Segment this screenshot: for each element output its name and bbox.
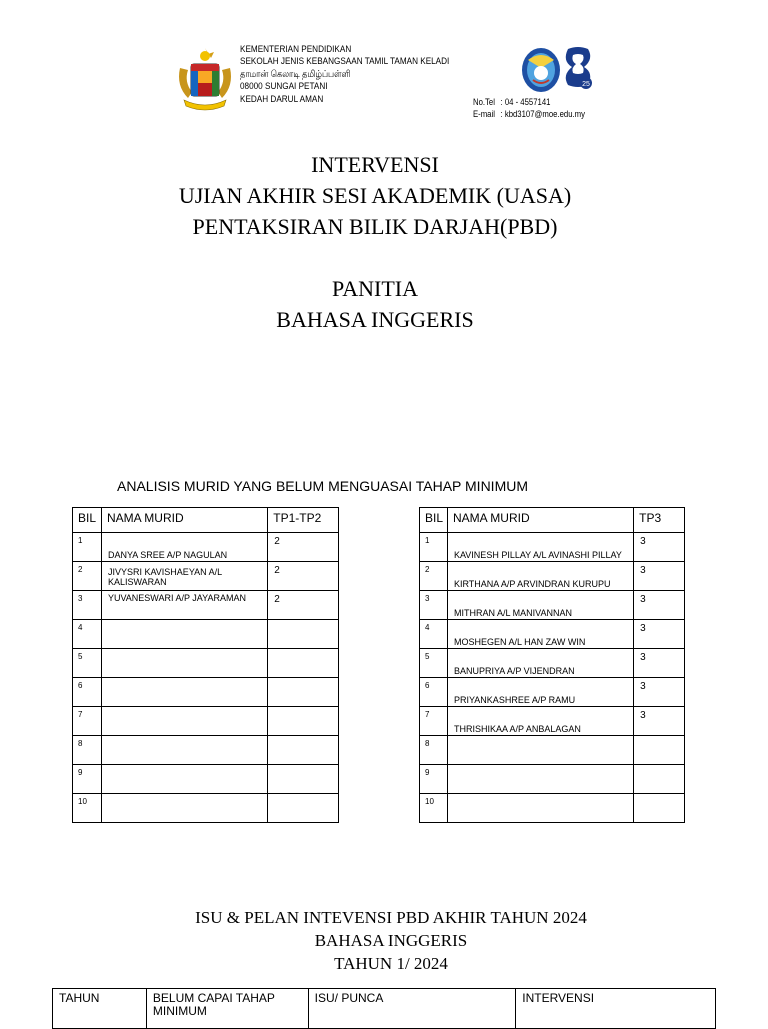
- postcode-city: 08000 SUNGAI PETANI: [240, 81, 328, 93]
- student-name: KAVINESH PILLAY A/L AVINASHI PILLAY: [447, 533, 633, 562]
- state-name: KEDAH DARUL AMAN: [240, 93, 324, 105]
- email-value: : kbd3107@moe.edu.my: [500, 109, 585, 119]
- header-intervensi: INTERVENSI: [516, 989, 716, 1029]
- row-number: 7: [73, 707, 102, 736]
- plan-year: TAHUN 1/ 2024: [334, 954, 448, 973]
- table-row: [73, 620, 339, 649]
- student-name: PRIYANKASHREE A/P RAMU: [447, 678, 633, 707]
- row-number: 2: [73, 562, 102, 591]
- student-name: JIVYSRI KAVISHAEYAN A/L KALISWARAN: [101, 562, 267, 591]
- contact-info: [473, 96, 585, 120]
- student-name: BANUPRIYA A/P VIJENDRAN: [447, 649, 633, 678]
- tp-level: 3: [634, 591, 685, 620]
- student-name: [101, 620, 267, 649]
- tp-level: [268, 765, 339, 794]
- tp-level: [268, 620, 339, 649]
- table-row: [420, 794, 685, 823]
- header-belum-capai: BELUM CAPAI TAHAP MINIMUM: [146, 989, 308, 1029]
- tp-level: [268, 736, 339, 765]
- student-name: [447, 736, 633, 765]
- tp-level: [268, 707, 339, 736]
- table-row: [420, 736, 685, 765]
- title-subject: BAHASA INGGERIS: [276, 307, 474, 332]
- table-header-row: [73, 508, 339, 533]
- ministry-name: KEMENTERIAN PENDIDIKAN: [240, 44, 352, 55]
- student-name: [447, 765, 633, 794]
- table-row: [73, 794, 339, 823]
- row-number: 9: [73, 765, 102, 794]
- table-row: [420, 533, 685, 562]
- table-row: [420, 765, 685, 794]
- table-row: [73, 533, 339, 562]
- email-label: E-mail: [473, 109, 495, 119]
- logo-badge-text: 25: [582, 81, 590, 88]
- tp-level: 3: [634, 678, 685, 707]
- school-name-tamil: தாமான் கெலாடி தமிழ்ப்பள்ளி: [240, 68, 351, 80]
- analysis-heading: ANALISIS MURID YANG BELUM MENGUASAI TAHAP MINIMUM: [117, 478, 528, 494]
- header-tp: TP3: [634, 508, 685, 533]
- anniversary-logo-icon: [562, 45, 594, 91]
- header-tahun: TAHUN: [53, 989, 147, 1029]
- left-student-table: [72, 507, 339, 823]
- student-name: DANYA SREE A/P NAGULAN: [101, 533, 267, 562]
- plan-subject: BAHASA INGGERIS: [314, 931, 468, 950]
- table-row: [73, 591, 339, 620]
- row-number: 5: [73, 649, 102, 678]
- table-header-row: [420, 508, 685, 533]
- header-bil: BIL: [420, 508, 448, 533]
- plan-title: ISU & PELAN INTEVENSI PBD AKHIR TAHUN 2024: [195, 908, 587, 927]
- header-nama-murid: NAMA MURID: [101, 508, 267, 533]
- row-number: 7: [420, 707, 448, 736]
- tp-level: [268, 649, 339, 678]
- row-number: 4: [420, 620, 448, 649]
- row-number: 6: [73, 678, 102, 707]
- student-name: [447, 794, 633, 823]
- row-number: 1: [73, 533, 102, 562]
- row-number: 4: [73, 620, 102, 649]
- table-row: [420, 707, 685, 736]
- tel-label: No.Tel: [473, 97, 495, 107]
- row-number: 10: [73, 794, 102, 823]
- student-name: YUVANESWARI A/P JAYARAMAN: [101, 591, 267, 620]
- header-tp: TP1-TP2: [268, 508, 339, 533]
- table-row: [73, 765, 339, 794]
- row-number: 3: [73, 591, 102, 620]
- table-row: [73, 678, 339, 707]
- title-intervensi: INTERVENSI: [311, 152, 439, 177]
- table-row: [73, 707, 339, 736]
- student-name: [101, 765, 267, 794]
- student-name: KIRTHANA A/P ARVINDRAN KURUPU: [447, 562, 633, 591]
- malaysia-crest-icon: [174, 44, 236, 114]
- student-name: MITHRAN A/L MANIVANNAN: [447, 591, 633, 620]
- tp-level: [634, 765, 685, 794]
- row-number: 6: [420, 678, 448, 707]
- student-name: MOSHEGEN A/L HAN ZAW WIN: [447, 620, 633, 649]
- student-name: [101, 649, 267, 678]
- tp-level: 3: [634, 620, 685, 649]
- row-number: 9: [420, 765, 448, 794]
- school-address: [240, 44, 449, 106]
- title-pbd: PENTAKSIRAN BILIK DARJAH(PBD): [192, 214, 558, 239]
- tp-level: 3: [634, 562, 685, 591]
- header-isu-punca: ISU/ PUNCA: [308, 989, 516, 1029]
- tp-level: 2: [268, 562, 339, 591]
- student-name: [101, 736, 267, 765]
- table-row: [73, 649, 339, 678]
- table-row: [420, 620, 685, 649]
- row-number: 2: [420, 562, 448, 591]
- title-panitia: PANITIA: [332, 276, 418, 301]
- row-number: 1: [420, 533, 448, 562]
- tp-level: [268, 678, 339, 707]
- tp-level: [634, 794, 685, 823]
- table-row: [73, 736, 339, 765]
- header-nama-murid: NAMA MURID: [447, 508, 633, 533]
- issue-plan-table: [52, 988, 716, 1029]
- right-student-table: [419, 507, 685, 823]
- tel-value: : 04 - 4557141: [500, 97, 551, 107]
- school-name: SEKOLAH JENIS KEBANGSAAN TAMIL TAMAN KELADI: [240, 56, 450, 68]
- tp-level: 2: [268, 533, 339, 562]
- table-row: [420, 649, 685, 678]
- issue-header-row: [53, 989, 716, 1029]
- table-row: [420, 591, 685, 620]
- tp-level: [634, 736, 685, 765]
- tp-level: 3: [634, 649, 685, 678]
- student-name: THRISHIKAA A/P ANBALAGAN: [447, 707, 633, 736]
- row-number: 8: [420, 736, 448, 765]
- row-number: 8: [73, 736, 102, 765]
- tp-level: 3: [634, 707, 685, 736]
- tp-level: 3: [634, 533, 685, 562]
- student-name: [101, 707, 267, 736]
- title-uasa: UJIAN AKHIR SESI AKADEMIK (UASA): [178, 183, 572, 208]
- student-name: [101, 678, 267, 707]
- tp-level: [268, 794, 339, 823]
- row-number: 3: [420, 591, 448, 620]
- table-row: [420, 678, 685, 707]
- row-number: 5: [420, 649, 448, 678]
- tp-level: 2: [268, 591, 339, 620]
- table-row: [73, 562, 339, 591]
- row-number: 10: [420, 794, 448, 823]
- header-bil: BIL: [73, 508, 102, 533]
- table-row: [420, 562, 685, 591]
- school-logo-icon: [520, 46, 562, 94]
- student-name: [101, 794, 267, 823]
